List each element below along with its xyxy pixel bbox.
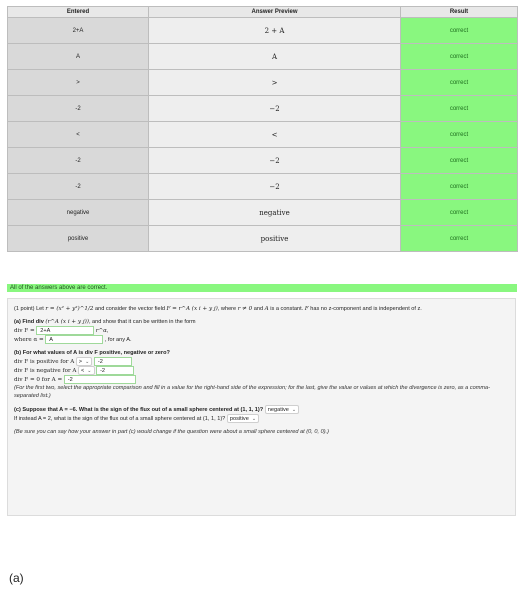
problem-panel	[7, 298, 516, 516]
result-cell: correct	[401, 200, 518, 226]
result-cell: correct	[401, 148, 518, 174]
part-a-heading: (a) Find div	[14, 319, 46, 325]
part-c-note: (Be sure you can say how your answer in part (c) would change if the question were about a small sphere centered at (0, 0, 0).)	[14, 429, 329, 435]
negative-comparison-select[interactable]	[78, 366, 94, 375]
result-cell: correct	[401, 122, 518, 148]
part-b-note: (For the first two, select the appropriate comparison and fill in a value for the right-hand side of the expression; for the last, give the value or values at which the divergence is zero, as a comma-separated list.)	[14, 385, 491, 399]
entered-cell: 2+A	[8, 18, 149, 44]
preview-cell: positive	[149, 226, 401, 252]
header-entered: Entered	[8, 7, 149, 18]
positive-row	[14, 357, 509, 366]
entered-cell: >	[8, 70, 149, 96]
r-power-expression: r^α	[95, 327, 107, 334]
preview-cell: −2	[149, 174, 401, 200]
zero-value-input[interactable]: -2	[64, 375, 136, 384]
all-correct-banner: All of the answers above are correct.	[7, 284, 517, 292]
problem-intro	[14, 305, 509, 313]
entered-cell: negative	[8, 200, 149, 226]
negative-comparison-value: <	[81, 368, 85, 374]
part-a-expression: (r^A (x i + y j))	[45, 319, 89, 325]
part-c-question-1	[14, 405, 509, 414]
preview-cell: 2 + A	[149, 18, 401, 44]
chevron-down-icon: ⌄	[87, 368, 92, 374]
part-a-question	[14, 318, 509, 326]
part-b-question	[14, 349, 509, 357]
table-row	[8, 226, 518, 252]
positive-label: div F is positive for A	[14, 358, 75, 365]
result-cell: correct	[401, 226, 518, 252]
preview-cell: >	[149, 70, 401, 96]
zero-label: div F = 0 for A =	[14, 376, 63, 383]
constant-a: A	[264, 306, 269, 312]
r-definition: r = (x² + y²)^1/2	[45, 306, 94, 312]
table-row	[8, 122, 518, 148]
part-b-heading: (b) For what values of A is div F positive, negative or zero?	[14, 350, 170, 356]
negative-row	[14, 366, 509, 375]
table-row	[8, 200, 518, 226]
table-row	[8, 148, 518, 174]
positive-comparison-value: >	[78, 359, 83, 365]
zero-row	[14, 375, 509, 384]
table-row	[8, 174, 518, 200]
table-row	[8, 18, 518, 44]
negative-label: div F is negative for A	[14, 367, 77, 374]
alpha-input[interactable]: A	[45, 335, 103, 344]
chevron-down-icon: ⌄	[291, 407, 297, 413]
part-c-text-2: If instead A = 2, what is the sign of the flux out of a small sphere centered at (1, 1, 1)?	[14, 415, 226, 422]
preview-cell: −2	[149, 148, 401, 174]
intro-text: , where	[217, 306, 238, 312]
for-any-text: , for any A.	[104, 336, 132, 343]
flux-sign-value-2: positive	[229, 416, 249, 422]
positive-value-input[interactable]: -2	[94, 357, 132, 366]
div-f-input[interactable]: 2+A	[36, 326, 94, 335]
alpha-label: where α =	[14, 336, 44, 343]
intro-text: has no z-component and is independent of z.	[308, 306, 422, 312]
entered-cell: -2	[8, 96, 149, 122]
div-f-label: div F =	[14, 327, 35, 334]
header-result: Result	[401, 7, 518, 18]
flux-sign-value-1: negative	[267, 407, 289, 413]
preview-cell: <	[149, 122, 401, 148]
intro-text: (1 point) Let	[14, 306, 46, 312]
r-nonzero-condition: r ≠ 0	[237, 306, 253, 312]
part-a-text: , and show that it can be written in the form	[88, 319, 196, 325]
vector-field-symbol: F	[304, 306, 309, 312]
result-cell: correct	[401, 174, 518, 200]
header-answer-preview: Answer Preview	[149, 7, 401, 18]
div-f-row: div F = 2+A r^α,	[14, 327, 109, 334]
preview-cell: A	[149, 44, 401, 70]
part-c-question-2	[14, 414, 509, 423]
chevron-down-icon: ⌄	[251, 416, 257, 422]
intro-text: and	[252, 306, 265, 312]
result-cell: correct	[401, 70, 518, 96]
entered-cell: -2	[8, 148, 149, 174]
table-row	[8, 70, 518, 96]
intro-text: is a constant.	[268, 306, 305, 312]
results-header-row	[8, 7, 518, 18]
preview-cell: −2	[149, 96, 401, 122]
results-table	[7, 6, 518, 252]
entered-cell: positive	[8, 226, 149, 252]
result-cell: correct	[401, 44, 518, 70]
result-cell: correct	[401, 96, 518, 122]
flux-sign-select-1[interactable]	[265, 405, 299, 414]
table-row	[8, 96, 518, 122]
intro-text: and consider the vector field	[93, 306, 167, 312]
entered-cell: <	[8, 122, 149, 148]
alpha-row	[14, 335, 509, 344]
positive-comparison-select[interactable]	[76, 357, 92, 366]
vector-field-definition: F = r^A (x i + y j)	[166, 306, 218, 312]
result-cell: correct	[401, 18, 518, 44]
flux-sign-select-2[interactable]	[227, 414, 259, 423]
preview-cell: negative	[149, 200, 401, 226]
entered-cell: -2	[8, 174, 149, 200]
table-row	[8, 44, 518, 70]
figure-caption: (a)	[9, 571, 24, 585]
negative-value-input[interactable]: -2	[96, 366, 134, 375]
part-c-text-1: (c) Suppose that A = −6. What is the sign of the flux out of a small sphere centered at (1, 1, 1)?	[14, 406, 264, 413]
chevron-down-icon: ⌄	[85, 359, 90, 365]
entered-cell: A	[8, 44, 149, 70]
